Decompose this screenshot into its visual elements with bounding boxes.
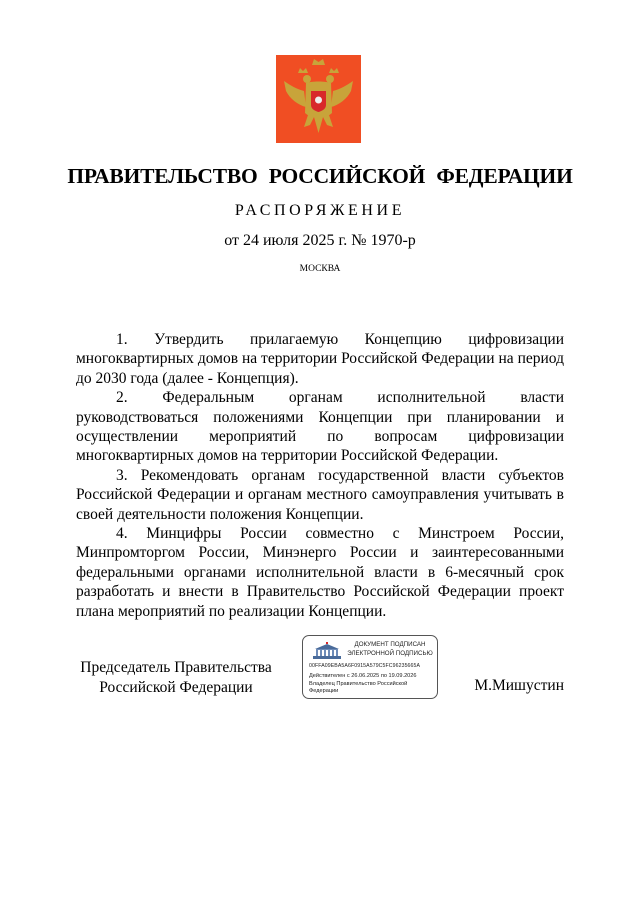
certificate-validity: Действителен с 26.06.2025 по 19.09.2026 [309, 673, 417, 679]
signatory-name: М.Мишустин [474, 677, 564, 694]
document-type: РАСПОРЯЖЕНИЕ [234, 202, 406, 219]
government-title: ПРАВИТЕЛЬСТВО РОССИЙСКОЙ ФЕДЕРАЦИИ [67, 164, 573, 188]
document-date-number: от 24 июля 2025 г. № 1970-р [224, 232, 416, 249]
paragraph: 4. Минцифры России совместно с Минстроем России, Минпромторгом России, Минэнерго России и заинтересованными федеральными органами исполнительной власти в 6-месячный срок разработать и внести в Правительство Российской Федерации проект плана мероприятий по реализации Концепции. [76, 525, 564, 620]
paragraph: 2. Федеральным органам исполнительной власти руководствоваться положениями Концепции при планировании и осуществлении мероприятий по вопросам цифровизации многоквартирных домов на территории Российской Федерации. [76, 389, 564, 465]
stamp-title [343, 641, 437, 658]
paragraph: 3. Рекомендовать органам государственной власти субъектов Российской Федерации и органам местного самоуправления учитывать в своей деятельности положения Концепции. [76, 466, 564, 523]
paragraph: 1. Утвердить прилагаемую Концепцию цифровизации многоквартирных домов на территории Российской Федерации на период до 2030 года (далее - Концепция). [76, 331, 564, 387]
certificate-owner: Владелец Правительство Российской Федерации [309, 681, 408, 694]
electronic-signature-stamp [302, 635, 438, 699]
document-body [76, 330, 564, 621]
coat-of-arms-icon [276, 55, 361, 143]
certificate-serial: 00FFA09EBA5A6F0915A579C5FC96235665A [309, 663, 421, 669]
signatory-position [76, 658, 276, 697]
government-building-icon [311, 642, 343, 660]
document-city: МОСКВА [299, 264, 341, 274]
position-line: Российской Федерации [99, 678, 253, 696]
position-line: Председатель Правительства [80, 659, 272, 676]
stamp-title-line: ДОКУМЕНТ ПОДПИСАН [354, 641, 426, 648]
stamp-title-line: ЭЛЕКТРОННОЙ ПОДПИСЬЮ [347, 649, 433, 657]
